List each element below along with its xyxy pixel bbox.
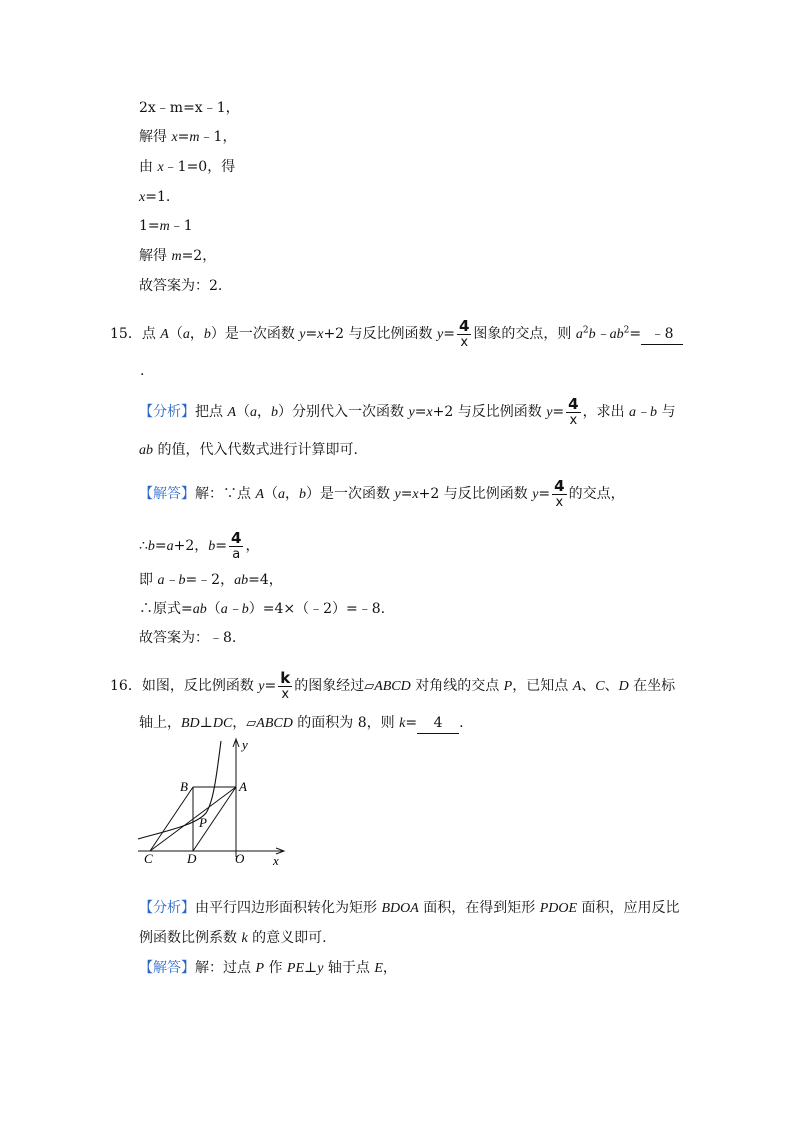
label-y: y [242, 737, 248, 752]
prev-line-2: 解得 x=m﹣1， [139, 129, 237, 145]
analysis-tag: 【分析】 [139, 404, 195, 420]
prev-line-6: 解得 m=2， [139, 248, 217, 264]
q16-stem-line-2: 轴上，BD⊥DC，▱ABCD 的面积为 8，则 k= 4 . [139, 713, 464, 734]
parallelogram-symbol: ▱ [364, 679, 375, 694]
coordinate-figure [136, 735, 296, 870]
label-x: x [273, 853, 279, 868]
q16-answer-blank: 4 [417, 713, 459, 734]
label-P: P [199, 815, 207, 830]
segment-CB [150, 787, 193, 851]
prev-line-7: 故答案为：2. [139, 278, 223, 294]
analysis-tag: 【分析】 [139, 900, 195, 916]
q15-analysis-line-1: 【分析】把点 A（a，b）分别代入一次函数 y=x+2 与反比例函数 y= $\frac{4}{x}$ ，求出 a﹣b 与 [139, 395, 676, 428]
q16-analysis-line-2: 例函数比例系数 k 的意义即可. [139, 930, 327, 946]
q15-analysis-fraction: $\frac{4}{x}$ [568, 395, 579, 428]
q15-trailing-dot: . [140, 363, 145, 379]
q15-solution-line-1: 【解答】解：∵点 A（a，b）是一次函数 y=x+2 与反比例函数 y= $\frac{4}{x}$ 的交点， [139, 477, 625, 510]
q15-fraction: $\frac{4}{x}$ [458, 317, 470, 350]
label-A: A [239, 779, 247, 794]
q15-solution-line-4: ∴原式=ab（a﹣b）=4×（﹣2）=﹣8. [139, 601, 386, 617]
q15-solution-fraction: $\frac{4}{x}$ [554, 477, 565, 510]
q15-answer-blank: ﹣8 [641, 324, 683, 345]
q15-analysis-line-2: ab 的值，代入代数式进行计算即可. [139, 442, 358, 458]
parallelogram-symbol: ▱ [246, 716, 257, 731]
prev-line-3: 由 x﹣1=0，得 [139, 159, 236, 175]
q15-solution-line-5: 故答案为：﹣8. [139, 630, 237, 646]
prev-line-5: 1=m﹣1 [139, 218, 193, 234]
q15-solution-line-3: 即 a﹣b=﹣2，ab=4， [139, 572, 283, 588]
q16-fraction: $\frac{k}{x}$ [280, 669, 291, 702]
solution-tag: 【解答】 [139, 960, 195, 976]
q15-solution-fraction-2: $\frac{4}{a}$ [231, 529, 242, 562]
q16-analysis-line-1: 【分析】由平行四边形面积转化为矩形 BDOA 面积，在得到矩形 PDOE 面积，应用反比 [139, 900, 680, 916]
q15-stem: 15．点 A（a，b）是一次函数 y=x+2 与反比例函数 y= $\frac{4}{x}$ 图象的交点，则 $a^2b﹣ab^2=$ ﹣8 [110, 318, 683, 350]
label-B: B [180, 779, 188, 794]
label-C: C [144, 851, 153, 866]
label-O: O [235, 851, 245, 866]
solution-tag: 【解答】 [139, 486, 195, 502]
q16-solution-line-1: 【解答】解：过点 P 作 PE⊥y 轴于点 E， [139, 960, 397, 976]
prev-line-1: 2x﹣m=x﹣1， [139, 100, 240, 116]
q15-solution-line-2: ∴b=a+2，b= $\frac{4}{a}$ ， [139, 529, 260, 562]
label-D: D [187, 851, 197, 866]
q16-stem-line-1: 16．如图，反比例函数 y= $\frac{k}{x}$ 的图象经过▱ABCD 对角线的交点 P，已知点 A、C、D 在坐标 [110, 669, 676, 702]
prev-line-4: x=1. [139, 189, 171, 205]
